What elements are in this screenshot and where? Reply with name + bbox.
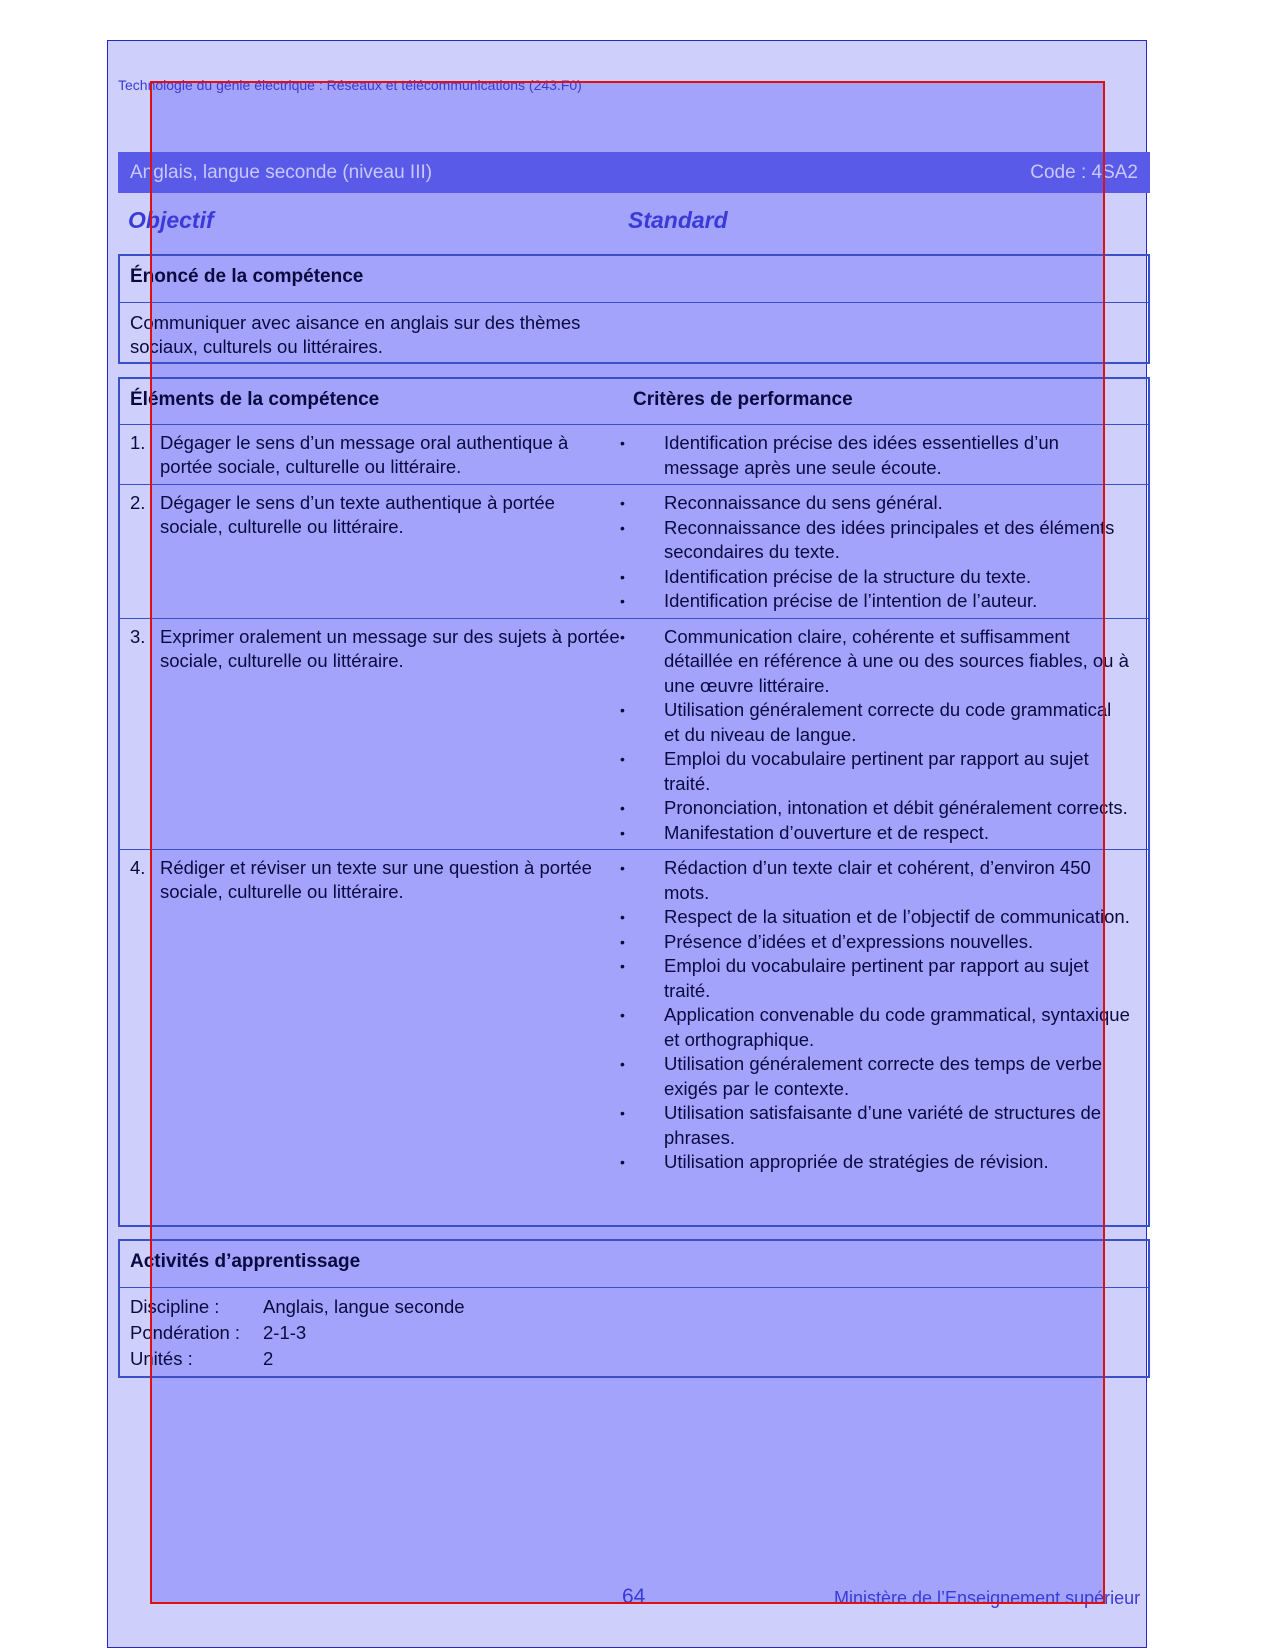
- enonce-title: Énoncé de la compétence: [120, 256, 1148, 303]
- criterion-item: [620, 1052, 1130, 1101]
- activites-box: [118, 1239, 1150, 1378]
- element-text: Rédiger et réviser un texte sur une question à portée sociale, culturelle ou littéraire.: [160, 857, 592, 902]
- element-cell: [130, 431, 620, 480]
- element-row: [120, 619, 1148, 851]
- bullet-icon: •: [620, 909, 625, 925]
- element-cell: [130, 856, 620, 1175]
- criterion-text: Reconnaissance du sens général.: [664, 492, 943, 513]
- element-number: 1.: [130, 432, 146, 453]
- criterion-text: Rédaction d’un texte clair et cohérent, d’environ 450 mots.: [664, 857, 1091, 903]
- criteres-title: Critères de performance: [633, 389, 853, 410]
- bullet-icon: •: [620, 702, 625, 718]
- criteria-list: [620, 431, 1130, 480]
- element-cell: [130, 491, 620, 614]
- element-text: Dégager le sens d’un texte authentique à portée sociale, culturelle ou littéraire.: [160, 492, 555, 537]
- criterion-text: Prononciation, intonation et débit généralement corrects.: [664, 797, 1128, 818]
- criterion-item: [620, 856, 1130, 905]
- criterion-text: Application convenable du code grammatical, syntaxique et orthographique.: [664, 1004, 1130, 1050]
- enonce-box: [118, 254, 1150, 364]
- criterion-text: Identification précise de l’intention de l’auteur.: [664, 590, 1038, 611]
- element-number: 3.: [130, 625, 146, 647]
- criterion-item: [620, 1150, 1130, 1175]
- criterion-item: [620, 930, 1130, 955]
- criteria-list: [620, 491, 1130, 614]
- element-text: Dégager le sens d’un message oral authentique à portée sociale, culturelle ou littéraire.: [160, 432, 569, 477]
- criterion-text: Reconnaissance des idées principales et des éléments secondaires du texte.: [664, 516, 1115, 562]
- objectif-heading: Objectif: [128, 207, 214, 233]
- criterion-text: Emploi du vocabulaire pertinent par rapport au sujet traité.: [664, 955, 1089, 1001]
- course-bar: [118, 152, 1150, 193]
- element-number: 4.: [130, 857, 146, 878]
- elements-title-row: [120, 379, 1148, 425]
- standard-heading: Standard: [628, 207, 728, 233]
- criteria-list: [620, 625, 1130, 846]
- element-cell: [130, 625, 620, 846]
- criterion-item: [620, 431, 1130, 480]
- bullet-icon: •: [620, 958, 625, 974]
- running-head: Technologie du génie électrique : Réseaux et télécommunications (243.F0): [118, 77, 582, 93]
- criteria-list: [620, 856, 1130, 1175]
- criterion-text: Utilisation généralement correcte du code grammatical et du niveau de langue.: [664, 699, 1112, 745]
- criterion-text: Manifestation d’ouverture et de respect.: [664, 821, 989, 843]
- activites-title: Activités d’apprentissage: [120, 1241, 1148, 1288]
- bullet-icon: •: [620, 1105, 625, 1121]
- bullet-icon: •: [620, 568, 625, 585]
- criterion-item: [620, 625, 1130, 699]
- bullet-icon: •: [620, 824, 625, 841]
- elements-title: Éléments de la compétence: [130, 389, 380, 410]
- course-code: Code : 4SA2: [1030, 161, 1138, 183]
- elements-box: [118, 377, 1150, 1227]
- criterion-text: Identification précise de la structure du texte.: [664, 565, 1032, 587]
- element-number: 2.: [130, 492, 146, 513]
- criterion-item: [620, 565, 1130, 590]
- criterion-item: [620, 954, 1130, 1003]
- bullet-icon: •: [620, 593, 625, 609]
- bullet-icon: •: [620, 519, 625, 536]
- criterion-text: Utilisation généralement correcte des temps de verbe exigés par le contexte.: [664, 1053, 1103, 1099]
- bullet-icon: •: [620, 435, 625, 451]
- criterion-item: [620, 1003, 1130, 1052]
- bullet-icon: •: [620, 800, 625, 816]
- bullet-icon: •: [620, 628, 625, 645]
- criterion-item: [620, 516, 1130, 565]
- criterion-text: Respect de la situation et de l’objectif de communication.: [664, 906, 1130, 927]
- criterion-text: Emploi du vocabulaire pertinent par rapport au sujet traité.: [664, 748, 1089, 794]
- criterion-text: Utilisation satisfaisante d’une variété de structures de phrases.: [664, 1102, 1102, 1148]
- bullet-icon: •: [620, 495, 625, 511]
- activite-label: Discipline :: [130, 1296, 220, 1317]
- activite-line: [120, 1346, 1148, 1372]
- bullet-icon: •: [620, 860, 625, 876]
- page-number: 64: [622, 1585, 646, 1608]
- criterion-item: [620, 796, 1130, 821]
- bullet-icon: •: [620, 1007, 625, 1023]
- enonce-text: Communiquer avec aisance en anglais sur des thèmes sociaux, culturels ou littéraires.: [130, 312, 581, 357]
- activites-lines: [120, 1288, 1148, 1372]
- criterion-text: Identification précise des idées essentielles d’un message après une seule écoute.: [664, 432, 1059, 478]
- criterion-item: [620, 1101, 1130, 1150]
- element-text: Exprimer oralement un message sur des sujets à portée sociale, culturelle ou littéraire.: [160, 625, 620, 671]
- activite-line: [120, 1320, 1148, 1346]
- element-row: [120, 425, 1148, 485]
- activite-line: [120, 1294, 1148, 1320]
- activite-value: 2-1-3: [263, 1322, 307, 1343]
- footer-ministry: Ministère de l’Enseignement supérieur: [834, 1588, 1141, 1608]
- element-rows: [120, 425, 1148, 1179]
- criterion-text: Utilisation appropriée de stratégies de révision.: [664, 1151, 1049, 1172]
- criterion-item: [620, 905, 1130, 930]
- criterion-item: [620, 747, 1130, 796]
- criterion-item: [620, 491, 1130, 516]
- course-title: Anglais, langue seconde (niveau III): [130, 161, 433, 183]
- criterion-text: Présence d’idées et d’expressions nouvelles.: [664, 930, 1034, 952]
- criterion-text: Communication claire, cohérente et suffisamment détaillée en référence à une ou des sources fiables, ou à une œuvre littéraire.: [664, 625, 1129, 696]
- element-row: [120, 850, 1148, 1179]
- activite-label: Pondération :: [130, 1322, 241, 1343]
- bullet-icon: •: [620, 1154, 625, 1170]
- element-row: [120, 485, 1148, 619]
- criterion-item: [620, 698, 1130, 747]
- bullet-icon: •: [620, 1056, 625, 1072]
- activite-value: 2: [263, 1348, 274, 1369]
- bullet-icon: •: [620, 933, 625, 950]
- activite-value: Anglais, langue seconde: [263, 1296, 465, 1317]
- activite-label: Unités :: [130, 1348, 193, 1369]
- criterion-item: [620, 821, 1130, 846]
- bullet-icon: •: [620, 751, 625, 767]
- criterion-item: [620, 589, 1130, 614]
